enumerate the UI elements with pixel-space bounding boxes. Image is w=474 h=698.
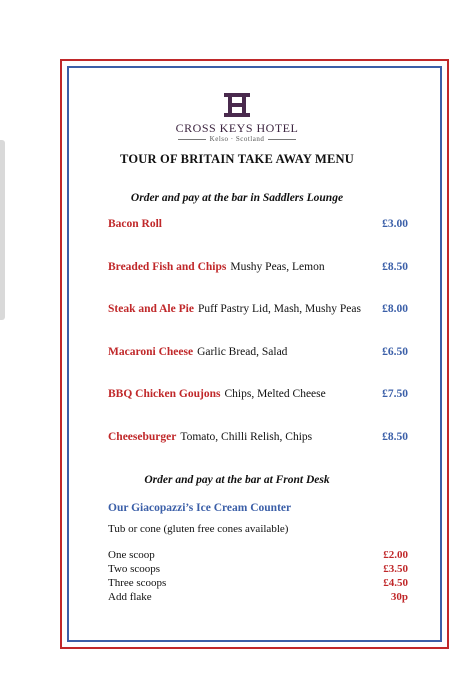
item-name: Cheeseburger bbox=[108, 431, 177, 443]
menu-item bbox=[108, 431, 408, 447]
item-price: £8.00 bbox=[382, 303, 408, 315]
cross-keys-monogram-icon bbox=[222, 92, 252, 118]
option-price: 30p bbox=[390, 591, 408, 603]
menu-item bbox=[108, 218, 408, 234]
menu-item bbox=[108, 346, 408, 362]
item-name: Bacon Roll bbox=[108, 218, 162, 230]
item-price: £3.00 bbox=[382, 218, 408, 230]
menu-item bbox=[108, 261, 408, 277]
section-heading-saddlers: Order and pay at the bar in Saddlers Lounge bbox=[130, 192, 344, 204]
item-name: Macaroni Cheese bbox=[108, 346, 194, 358]
option-label: Add flake bbox=[108, 591, 152, 603]
option-label: One scoop bbox=[108, 549, 155, 561]
option-price: £2.00 bbox=[383, 549, 408, 561]
item-price: £8.50 bbox=[382, 431, 408, 443]
item-name: Breaded Fish and Chips bbox=[108, 261, 227, 273]
item-price: £6.50 bbox=[382, 346, 408, 358]
option-label: Two scoops bbox=[108, 563, 161, 575]
menu-item bbox=[108, 303, 408, 319]
hotel-logo bbox=[0, 92, 474, 118]
ice-cream-option bbox=[108, 591, 408, 605]
ice-cream-note: Tub or cone (gluten free cones available) bbox=[108, 523, 289, 535]
item-name: Steak and Ale Pie bbox=[108, 303, 194, 315]
ice-cream-option bbox=[108, 563, 408, 577]
menu-item bbox=[108, 388, 408, 404]
item-desc: Tomato, Chilli Relish, Chips bbox=[180, 431, 313, 443]
item-desc: Garlic Bread, Salad bbox=[197, 346, 288, 358]
item-desc: Puff Pastry Lid, Mash, Mushy Peas bbox=[197, 303, 361, 315]
menu-title: TOUR OF BRITAIN TAKE AWAY MENU bbox=[120, 152, 354, 166]
item-desc: Chips, Melted Cheese bbox=[224, 388, 326, 400]
item-name: BBQ Chicken Goujons bbox=[108, 388, 221, 400]
scroll-indicator bbox=[0, 140, 5, 320]
hotel-name: CROSS KEYS HOTEL bbox=[175, 121, 299, 135]
option-label: Three scoops bbox=[108, 577, 167, 589]
option-price: £3.50 bbox=[383, 563, 408, 575]
option-price: £4.50 bbox=[383, 577, 408, 589]
item-price: £7.50 bbox=[382, 388, 408, 400]
ice-cream-option bbox=[108, 577, 408, 591]
section-heading-front-desk: Order and pay at the bar at Front Desk bbox=[144, 474, 330, 486]
hotel-location: Kelso · Scotland bbox=[0, 135, 474, 143]
ice-cream-option bbox=[108, 549, 408, 563]
item-desc: Mushy Peas, Lemon bbox=[230, 261, 325, 273]
item-price: £8.50 bbox=[382, 261, 408, 273]
ice-cream-counter-title: Our Giacopazzi’s Ice Cream Counter bbox=[108, 502, 292, 514]
